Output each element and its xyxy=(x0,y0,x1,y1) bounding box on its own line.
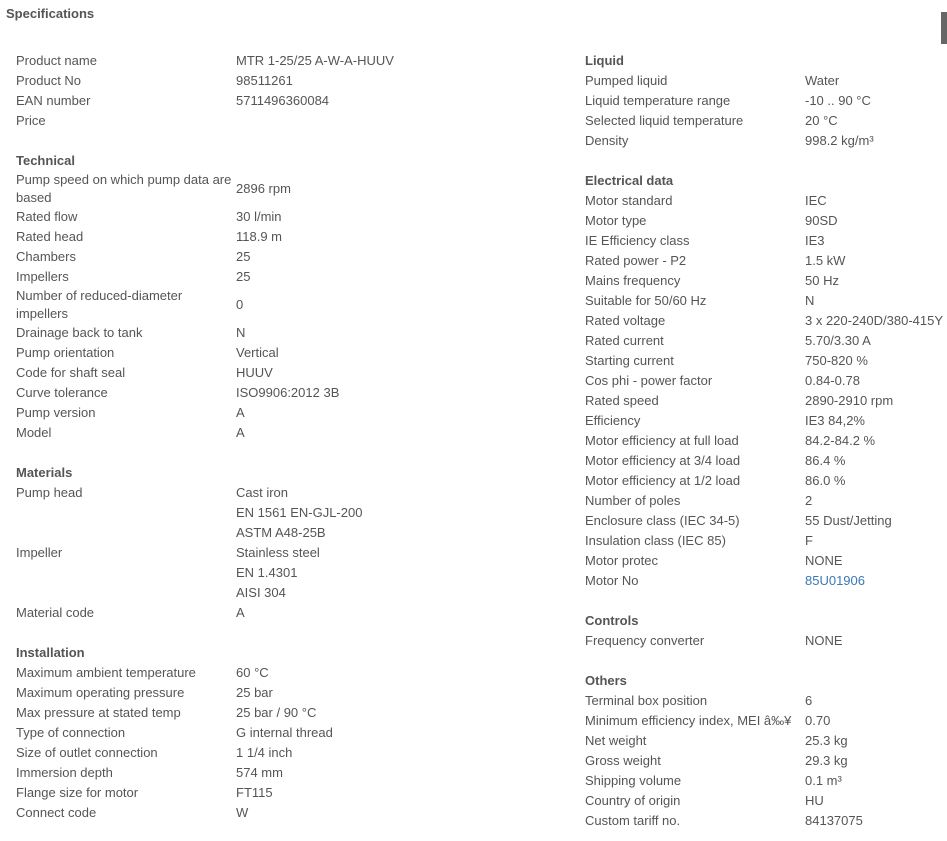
spec-values xyxy=(236,343,279,363)
spec-row-cos-phi-power-factor xyxy=(585,371,947,391)
spec-value: 25 xyxy=(236,249,251,264)
spec-label: Rated head xyxy=(16,229,84,244)
spec-value: 3 x 220-240D/380-415Y xyxy=(805,313,944,328)
spec-values xyxy=(236,803,248,823)
spec-value: W xyxy=(236,805,249,820)
spec-label: Net weight xyxy=(585,733,647,748)
section-product xyxy=(16,51,576,131)
section-title: Materials xyxy=(16,465,73,480)
spec-label: Motor standard xyxy=(585,193,673,208)
spec-value: N xyxy=(805,293,815,308)
spec-row-immersion-depth xyxy=(16,763,576,783)
spec-value: Water xyxy=(805,73,840,88)
spec-value: EN 1561 EN-GJL-200 xyxy=(236,505,363,520)
spec-values xyxy=(805,351,868,371)
spec-values xyxy=(805,291,814,311)
spec-values xyxy=(236,71,293,91)
spec-value: MTR 1-25/25 A-W-A-HUUV xyxy=(236,53,394,68)
spec-value: Cast iron xyxy=(236,485,289,500)
spec-values xyxy=(236,543,320,603)
spec-label: Product name xyxy=(16,53,97,68)
spec-label: EAN number xyxy=(16,93,91,108)
spec-row-type-of-connection xyxy=(16,723,576,743)
spec-label: Impellers xyxy=(16,269,69,284)
spec-label: IE Efficiency class xyxy=(585,233,690,248)
spec-value: IE3 84,2% xyxy=(805,413,865,428)
spec-row-insulation-class-iec-85 xyxy=(585,531,947,551)
spec-value: 2890-2910 rpm xyxy=(805,393,894,408)
spec-value: 0.84-0.78 xyxy=(805,373,860,388)
spec-value: 6 xyxy=(805,693,813,708)
spec-values xyxy=(805,571,865,591)
spec-label: Shipping volume xyxy=(585,773,682,788)
spec-label: Rated current xyxy=(585,333,664,348)
section-controls xyxy=(585,611,947,651)
spec-values xyxy=(236,363,273,383)
spec-label: Drainage back to tank xyxy=(16,325,143,340)
spec-row-country-of-origin xyxy=(585,791,947,811)
spec-value: 20 °C xyxy=(805,113,838,128)
spec-label: Number of reduced-diameter impellers xyxy=(16,288,183,321)
section-title: Others xyxy=(585,673,627,688)
spec-values xyxy=(236,323,245,343)
spec-values xyxy=(805,771,842,791)
spec-values xyxy=(805,751,848,771)
spec-label: Starting current xyxy=(585,353,674,368)
section-title: Controls xyxy=(585,613,639,628)
spec-values xyxy=(805,491,812,511)
spec-row-motor-standard xyxy=(585,191,947,211)
spec-row-efficiency xyxy=(585,411,947,431)
spec-label: Enclosure class (IEC 34-5) xyxy=(585,513,740,528)
section-title: Electrical data xyxy=(585,173,674,188)
spec-values xyxy=(236,111,240,131)
spec-value: 25 xyxy=(236,269,251,284)
spec-value: 0.70 xyxy=(805,713,831,728)
spec-values xyxy=(236,403,245,423)
specs-right-column xyxy=(585,51,947,841)
spec-label: Price xyxy=(16,113,46,128)
spec-value: AISI 304 xyxy=(236,585,286,600)
spec-values xyxy=(236,683,273,703)
spec-value: 25.3 kg xyxy=(805,733,848,748)
spec-values xyxy=(805,631,843,651)
spec-label: Immersion depth xyxy=(16,765,113,780)
spec-row-max-pressure-at-stated-temp xyxy=(16,703,576,723)
spec-label: Selected liquid temperature xyxy=(585,113,744,128)
spec-values xyxy=(805,711,830,731)
spec-values xyxy=(805,471,845,491)
spec-label: Maximum ambient temperature xyxy=(16,665,196,680)
spec-label: Curve tolerance xyxy=(16,385,108,400)
spec-row-rated-current xyxy=(585,331,947,351)
spec-row-rated-voltage xyxy=(585,311,947,331)
spec-value: 30 l/min xyxy=(236,209,282,224)
spec-row-motor-efficiency-at-1-2-load xyxy=(585,471,947,491)
spec-row-net-weight xyxy=(585,731,947,751)
spec-row-flange-size-for-motor xyxy=(16,783,576,803)
spec-value: 998.2 kg/m³ xyxy=(805,133,874,148)
spec-row-model xyxy=(16,423,576,443)
spec-label: Size of outlet connection xyxy=(16,745,158,760)
spec-label: Terminal box position xyxy=(585,693,708,708)
spec-row-terminal-box-position xyxy=(585,691,947,711)
spec-row-impellers xyxy=(16,267,576,287)
spec-label: Maximum operating pressure xyxy=(16,685,185,700)
spec-row-price xyxy=(16,111,576,131)
spec-label: Minimum efficiency index, MEI â‰¥ xyxy=(585,713,792,728)
spec-row-motor-no xyxy=(585,571,947,591)
spec-row-density xyxy=(585,131,947,151)
spec-values xyxy=(236,763,283,783)
spec-value: 2896 rpm xyxy=(236,181,291,196)
spec-row-maximum-ambient-temperature xyxy=(16,663,576,683)
section-title: Liquid xyxy=(585,53,624,68)
spec-label: Frequency converter xyxy=(585,633,705,648)
spec-value: 0.1 m³ xyxy=(805,773,842,788)
spec-label: Motor protec xyxy=(585,553,658,568)
spec-values xyxy=(236,783,273,803)
spec-value: 5711496360084 xyxy=(236,93,330,108)
spec-values xyxy=(236,723,333,743)
spec-label: Efficiency xyxy=(585,413,641,428)
section-materials xyxy=(16,463,576,623)
spec-label: Connect code xyxy=(16,805,97,820)
spec-row-custom-tariff-no xyxy=(585,811,947,831)
spec-value: F xyxy=(805,533,813,548)
spec-label: Cos phi - power factor xyxy=(585,373,713,388)
spec-row-maximum-operating-pressure xyxy=(16,683,576,703)
spec-row-pump-orientation xyxy=(16,343,576,363)
section-installation xyxy=(16,643,576,823)
spec-row-mains-frequency xyxy=(585,271,947,291)
spec-value: 60 °C xyxy=(236,665,269,680)
section-title: Technical xyxy=(16,153,76,168)
spec-label: Model xyxy=(16,425,52,440)
spec-value: Vertical xyxy=(236,345,279,360)
spec-row-code-for-shaft-seal xyxy=(16,363,576,383)
spec-label: Motor efficiency at full load xyxy=(585,433,739,448)
spec-values xyxy=(236,227,282,247)
spec-value xyxy=(236,111,240,131)
spec-row-suitable-for-50-60-hz xyxy=(585,291,947,311)
spec-label: Suitable for 50/60 Hz xyxy=(585,293,707,308)
spec-value: 25 bar xyxy=(236,685,273,700)
spec-label: Country of origin xyxy=(585,793,681,808)
spec-row-product-no xyxy=(16,71,576,91)
spec-label: Flange size for motor xyxy=(16,785,139,800)
spec-values xyxy=(805,211,838,231)
spec-values xyxy=(805,511,892,531)
spec-values xyxy=(236,483,362,543)
spec-row-number-of-poles xyxy=(585,491,947,511)
spec-row-motor-type xyxy=(585,211,947,231)
spec-values xyxy=(805,111,838,131)
spec-value: EN 1.4301 xyxy=(236,565,298,580)
spec-values xyxy=(805,811,863,831)
spec-values xyxy=(236,295,243,315)
spec-values xyxy=(805,371,860,391)
spec-row-frequency-converter xyxy=(585,631,947,651)
spec-row-rated-speed xyxy=(585,391,947,411)
spec-label: Rated speed xyxy=(585,393,659,408)
spec-value: 29.3 kg xyxy=(805,753,848,768)
spec-value: IEC xyxy=(805,193,827,208)
spec-value-link[interactable]: 85U01906 xyxy=(805,573,865,588)
spec-row-pump-speed-on-which-pump-data-are-based xyxy=(16,171,576,207)
spec-row-chambers xyxy=(16,247,576,267)
spec-row-starting-current xyxy=(585,351,947,371)
spec-row-shipping-volume xyxy=(585,771,947,791)
spec-values xyxy=(236,207,282,227)
spec-values xyxy=(805,791,824,811)
spec-label: Rated flow xyxy=(16,209,78,224)
spec-value: G internal thread xyxy=(236,725,333,740)
spec-values xyxy=(805,91,871,111)
spec-row-impeller xyxy=(16,543,576,603)
spec-value: 0 xyxy=(236,297,244,312)
spec-label: Motor efficiency at 3/4 load xyxy=(585,453,741,468)
spec-row-motor-efficiency-at-3-4-load xyxy=(585,451,947,471)
spec-values xyxy=(236,267,250,287)
spec-row-curve-tolerance xyxy=(16,383,576,403)
spec-value: 2 xyxy=(805,493,813,508)
spec-value: 84.2-84.2 % xyxy=(805,433,876,448)
spec-label: Liquid temperature range xyxy=(585,93,731,108)
spec-value: A xyxy=(236,405,245,420)
spec-row-pumped-liquid xyxy=(585,71,947,91)
spec-label: Pump orientation xyxy=(16,345,115,360)
spec-value: 1 1/4 inch xyxy=(236,745,293,760)
spec-value: A xyxy=(236,605,245,620)
spec-value: Stainless steel xyxy=(236,545,320,560)
spec-label: Type of connection xyxy=(16,725,126,740)
spec-value: N xyxy=(236,325,246,340)
spec-row-gross-weight xyxy=(585,751,947,771)
spec-label: Chambers xyxy=(16,249,76,264)
spec-value: A xyxy=(236,425,245,440)
spec-value: 1.5 kW xyxy=(805,253,846,268)
specs-left-column xyxy=(16,51,576,841)
spec-label: Mains frequency xyxy=(585,273,681,288)
spec-row-pump-head xyxy=(16,483,576,543)
spec-values xyxy=(805,331,871,351)
spec-label: Gross weight xyxy=(585,753,661,768)
spec-values xyxy=(805,251,845,271)
spec-values xyxy=(236,51,394,71)
spec-label: Pump speed on which pump data are based xyxy=(16,172,232,205)
spec-row-rated-flow xyxy=(16,207,576,227)
spec-label: Density xyxy=(585,133,629,148)
spec-value: 84137075 xyxy=(805,813,863,828)
section-others xyxy=(585,671,947,831)
section-technical xyxy=(16,151,576,443)
spec-values xyxy=(236,423,245,443)
spec-value: 25 bar / 90 °C xyxy=(236,705,317,720)
spec-value: 118.9 m xyxy=(236,229,283,244)
spec-values xyxy=(805,191,827,211)
spec-label: Motor efficiency at 1/2 load xyxy=(585,473,741,488)
spec-label: Product No xyxy=(16,73,82,88)
spec-value: 750-820 % xyxy=(805,353,868,368)
spec-label: Custom tariff no. xyxy=(585,813,681,828)
spec-value: NONE xyxy=(805,553,843,568)
section-electrical-data xyxy=(585,171,947,591)
spec-values xyxy=(805,231,825,251)
spec-label: Max pressure at stated temp xyxy=(16,705,181,720)
spec-row-liquid-temperature-range xyxy=(585,91,947,111)
spec-label: Rated voltage xyxy=(585,313,666,328)
spec-values xyxy=(805,531,813,551)
spec-value: -10 .. 90 °C xyxy=(805,93,871,108)
spec-values xyxy=(805,391,893,411)
spec-value: 5.70/3.30 A xyxy=(805,333,871,348)
spec-values xyxy=(805,411,865,431)
spec-values xyxy=(236,703,316,723)
spec-label: Code for shaft seal xyxy=(16,365,126,380)
spec-values xyxy=(805,731,848,751)
spec-values xyxy=(805,271,839,291)
spec-row-rated-power-p2 xyxy=(585,251,947,271)
spec-row-motor-efficiency-at-full-load xyxy=(585,431,947,451)
spec-row-material-code xyxy=(16,603,576,623)
spec-values xyxy=(805,691,812,711)
spec-label: Number of poles xyxy=(585,493,681,508)
section-title: Installation xyxy=(16,645,85,660)
spec-value: ASTM A48-25B xyxy=(236,525,326,540)
spec-row-connect-code xyxy=(16,803,576,823)
spec-values xyxy=(236,179,291,199)
spec-row-size-of-outlet-connection xyxy=(16,743,576,763)
spec-value: 50 Hz xyxy=(805,273,839,288)
spec-value: 86.4 % xyxy=(805,453,846,468)
spec-row-pump-version xyxy=(16,403,576,423)
spec-values xyxy=(236,743,292,763)
spec-values xyxy=(236,91,329,111)
spec-values xyxy=(805,451,845,471)
spec-values xyxy=(805,71,839,91)
spec-row-selected-liquid-temperature xyxy=(585,111,947,131)
spec-row-minimum-efficiency-index-mei xyxy=(585,711,947,731)
spec-values xyxy=(805,551,843,571)
spec-label: Material code xyxy=(16,605,95,620)
spec-value: NONE xyxy=(805,633,843,648)
spec-row-ean-number xyxy=(16,91,576,111)
spec-row-product-name xyxy=(16,51,576,71)
spec-values xyxy=(805,431,875,451)
spec-values xyxy=(805,131,874,151)
spec-values xyxy=(236,663,269,683)
spec-row-enclosure-class-iec-34-5 xyxy=(585,511,947,531)
spec-value: ISO9906:2012 3B xyxy=(236,385,340,400)
spec-value: 574 mm xyxy=(236,765,283,780)
spec-values xyxy=(236,247,250,267)
spec-values xyxy=(236,603,245,623)
spec-label: Rated power - P2 xyxy=(585,253,687,268)
spec-value: 55 Dust/Jetting xyxy=(805,513,892,528)
spec-value: HUUV xyxy=(236,365,273,380)
spec-label: Pumped liquid xyxy=(585,73,668,88)
spec-row-drainage-back-to-tank xyxy=(16,323,576,343)
spec-label: Motor type xyxy=(585,213,647,228)
spec-value: IE3 xyxy=(805,233,825,248)
spec-value: HU xyxy=(805,793,824,808)
spec-label: Pump head xyxy=(16,485,83,500)
spec-value: FT115 xyxy=(236,785,273,800)
spec-value: 90SD xyxy=(805,213,838,228)
spec-label: Pump version xyxy=(16,405,96,420)
spec-value: 86.0 % xyxy=(805,473,846,488)
spec-row-motor-protec xyxy=(585,551,947,571)
spec-row-number-of-reduced-diameter-impellers xyxy=(16,287,576,323)
scrollbar-thumb[interactable] xyxy=(941,12,947,44)
spec-label: Motor No xyxy=(585,573,639,588)
spec-label: Insulation class (IEC 85) xyxy=(585,533,726,548)
page-title: Specifications xyxy=(6,6,95,21)
spec-value: 98511261 xyxy=(236,73,293,88)
section-liquid xyxy=(585,51,947,151)
spec-values xyxy=(805,311,943,331)
spec-row-ie-efficiency-class xyxy=(585,231,947,251)
spec-label: Impeller xyxy=(16,545,63,560)
spec-values xyxy=(236,383,339,403)
spec-row-rated-head xyxy=(16,227,576,247)
